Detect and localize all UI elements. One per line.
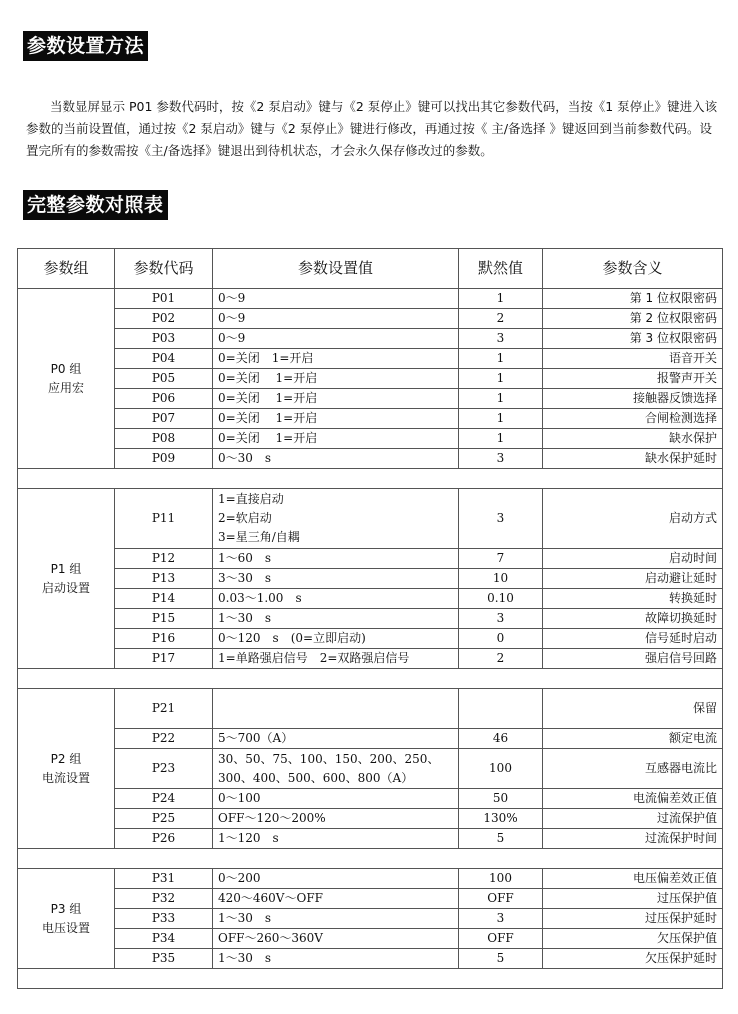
param-default-cell: 1 [459, 349, 543, 369]
param-meaning-cell: 第 3 位权限密码 [543, 329, 723, 349]
param-value-cell: 0～30 s [213, 449, 459, 469]
param-value-cell: 0.03～1.00 s [213, 589, 459, 609]
param-value-cell: 0～200 [213, 869, 459, 889]
param-meaning-cell: 电压偏差效正值 [543, 869, 723, 889]
param-meaning-cell: 报警声开关 [543, 369, 723, 389]
table-row [18, 789, 723, 809]
table-row [18, 949, 723, 969]
param-value-cell: 1～30 s [213, 609, 459, 629]
param-meaning-cell: 第 2 位权限密码 [543, 309, 723, 329]
group-separator-cell [18, 469, 723, 489]
table-row [18, 889, 723, 909]
param-meaning-cell: 欠压保护值 [543, 929, 723, 949]
param-value-cell: 1～30 s [213, 949, 459, 969]
table-row [18, 329, 723, 349]
table-row [18, 609, 723, 629]
param-default-cell: 5 [459, 949, 543, 969]
param-code-cell: P31 [115, 869, 213, 889]
param-meaning-cell: 过流保护时间 [543, 829, 723, 849]
table-row [18, 689, 723, 729]
table-body [18, 289, 723, 989]
param-value-cell: 1=单路强启信号 2=双路强启信号 [213, 649, 459, 669]
param-meaning-cell: 过流保护值 [543, 809, 723, 829]
param-default-cell [459, 689, 543, 729]
param-meaning-cell: 启动时间 [543, 549, 723, 569]
param-code-cell: P03 [115, 329, 213, 349]
param-default-cell: 1 [459, 409, 543, 429]
param-default-cell: 3 [459, 449, 543, 469]
group-separator-row [18, 849, 723, 869]
param-value-cell: 1=直接启动 2=软启动 3=星三角/自耦 [213, 489, 459, 549]
param-value-cell: 5～700（A） [213, 729, 459, 749]
param-value-cell: 0=关闭 1=开启 [213, 389, 459, 409]
param-value-cell: 0～9 [213, 329, 459, 349]
param-value-cell: 0=关闭 1=开启 [213, 369, 459, 389]
param-meaning-cell: 第 1 位权限密码 [543, 289, 723, 309]
table-row [18, 809, 723, 829]
table-row [18, 289, 723, 309]
section-title-table: 完整参数对照表 [23, 190, 168, 220]
param-default-cell: 1 [459, 369, 543, 389]
param-default-cell: 3 [459, 909, 543, 929]
param-default-cell: 46 [459, 729, 543, 749]
header-meaning: 参数含义 [543, 249, 723, 289]
param-value-cell: 30、50、75、100、150、200、250、 300、400、500、600、800（A） [213, 749, 459, 789]
table-row [18, 449, 723, 469]
param-code-cell: P34 [115, 929, 213, 949]
section-title-method: 参数设置方法 [23, 31, 148, 61]
param-meaning-cell: 接触器反馈选择 [543, 389, 723, 409]
param-code-cell: P11 [115, 489, 213, 549]
param-default-cell: 3 [459, 329, 543, 349]
param-meaning-cell: 保留 [543, 689, 723, 729]
table-row [18, 869, 723, 889]
table-row [18, 349, 723, 369]
table-row [18, 729, 723, 749]
param-code-cell: P21 [115, 689, 213, 729]
header-default: 默然值 [459, 249, 543, 289]
group-name-cell: P3 组 电压设置 [18, 869, 115, 969]
header-value: 参数设置值 [213, 249, 459, 289]
param-code-cell: P33 [115, 909, 213, 929]
table-header-row [18, 249, 723, 289]
param-meaning-cell: 转换延时 [543, 589, 723, 609]
param-code-cell: P13 [115, 569, 213, 589]
param-code-cell: P32 [115, 889, 213, 909]
param-default-cell: 1 [459, 429, 543, 449]
group-separator-row [18, 969, 723, 989]
param-default-cell: 7 [459, 549, 543, 569]
table-row [18, 489, 723, 549]
param-default-cell: OFF [459, 929, 543, 949]
param-meaning-cell: 额定电流 [543, 729, 723, 749]
param-default-cell: 130% [459, 809, 543, 829]
param-code-cell: P25 [115, 809, 213, 829]
param-value-cell: 0～9 [213, 289, 459, 309]
param-default-cell: 2 [459, 649, 543, 669]
param-default-cell: 50 [459, 789, 543, 809]
param-default-cell: 0.10 [459, 589, 543, 609]
param-default-cell: 1 [459, 389, 543, 409]
param-meaning-cell: 缺水保护 [543, 429, 723, 449]
param-value-cell: 0=关闭 1=开启 [213, 409, 459, 429]
param-meaning-cell: 信号延时启动 [543, 629, 723, 649]
param-value-cell: 0～120 s (0=立即启动) [213, 629, 459, 649]
param-code-cell: P26 [115, 829, 213, 849]
param-value-cell: 1～60 s [213, 549, 459, 569]
param-meaning-cell: 启动方式 [543, 489, 723, 549]
table-row [18, 569, 723, 589]
param-meaning-cell: 过压保护延时 [543, 909, 723, 929]
table-row [18, 389, 723, 409]
table-row [18, 589, 723, 609]
table-row [18, 829, 723, 849]
param-value-cell: 0=关闭 1=开启 [213, 349, 459, 369]
param-default-cell: OFF [459, 889, 543, 909]
param-code-cell: P23 [115, 749, 213, 789]
table-row [18, 629, 723, 649]
group-separator-cell [18, 969, 723, 989]
param-value-cell: 0～100 [213, 789, 459, 809]
intro-paragraph: 当数显屏显示 P01 参数代码时，按《2 泵启动》键与《2 泵停止》键可以找出其它参数代码，当按《1 泵停止》键进入该参数的当前设置值，通过按《2 泵启动》键与《2 泵停止》键进行修改，再通过按《 主/备选择 》键返回到当前参数代码。设置完所有的参数需按《主/备选择》键退出到待机状态，才会永久保存修改过的参数。 [26, 98, 718, 158]
param-code-cell: P15 [115, 609, 213, 629]
param-value-cell [213, 689, 459, 729]
param-code-cell: P35 [115, 949, 213, 969]
param-meaning-cell: 欠压保护延时 [543, 949, 723, 969]
table-row [18, 929, 723, 949]
param-meaning-cell: 合闸检测选择 [543, 409, 723, 429]
param-code-cell: P14 [115, 589, 213, 609]
table-row [18, 369, 723, 389]
group-name-cell: P2 组 电流设置 [18, 689, 115, 849]
param-code-cell: P07 [115, 409, 213, 429]
param-value-cell: 0～9 [213, 309, 459, 329]
param-default-cell: 100 [459, 749, 543, 789]
param-default-cell: 3 [459, 489, 543, 549]
group-name-cell: P1 组 启动设置 [18, 489, 115, 669]
param-value-cell: OFF～260～360V [213, 929, 459, 949]
param-meaning-cell: 互感器电流比 [543, 749, 723, 789]
param-default-cell: 100 [459, 869, 543, 889]
param-meaning-cell: 启动避让延时 [543, 569, 723, 589]
table-row [18, 909, 723, 929]
param-value-cell: 420～460V～OFF [213, 889, 459, 909]
header-group: 参数组 [18, 249, 115, 289]
group-separator-row [18, 669, 723, 689]
param-meaning-cell: 过压保护值 [543, 889, 723, 909]
table-row [18, 549, 723, 569]
param-meaning-cell: 缺水保护延时 [543, 449, 723, 469]
group-separator-cell [18, 669, 723, 689]
param-meaning-cell: 语音开关 [543, 349, 723, 369]
param-meaning-cell: 电流偏差效正值 [543, 789, 723, 809]
param-code-cell: P01 [115, 289, 213, 309]
param-value-cell: 0=关闭 1=开启 [213, 429, 459, 449]
param-code-cell: P12 [115, 549, 213, 569]
param-code-cell: P17 [115, 649, 213, 669]
param-value-cell: 1～30 s [213, 909, 459, 929]
param-code-cell: P05 [115, 369, 213, 389]
param-meaning-cell: 强启信号回路 [543, 649, 723, 669]
param-value-cell: 3～30 s [213, 569, 459, 589]
param-default-cell: 5 [459, 829, 543, 849]
group-separator-cell [18, 849, 723, 869]
table-row [18, 429, 723, 449]
table-row [18, 649, 723, 669]
param-code-cell: P04 [115, 349, 213, 369]
param-default-cell: 10 [459, 569, 543, 589]
param-code-cell: P24 [115, 789, 213, 809]
param-default-cell: 1 [459, 289, 543, 309]
param-value-cell: 1～120 s [213, 829, 459, 849]
param-default-cell: 0 [459, 629, 543, 649]
table-row [18, 309, 723, 329]
param-code-cell: P09 [115, 449, 213, 469]
param-code-cell: P02 [115, 309, 213, 329]
param-code-cell: P08 [115, 429, 213, 449]
param-default-cell: 2 [459, 309, 543, 329]
param-code-cell: P22 [115, 729, 213, 749]
param-code-cell: P16 [115, 629, 213, 649]
group-name-cell: P0 组 应用宏 [18, 289, 115, 469]
table-row [18, 409, 723, 429]
header-code: 参数代码 [115, 249, 213, 289]
param-meaning-cell: 故障切换延时 [543, 609, 723, 629]
param-code-cell: P06 [115, 389, 213, 409]
table-row [18, 749, 723, 789]
param-value-cell: OFF～120～200% [213, 809, 459, 829]
group-separator-row [18, 469, 723, 489]
param-default-cell: 3 [459, 609, 543, 629]
parameter-table [17, 248, 723, 989]
